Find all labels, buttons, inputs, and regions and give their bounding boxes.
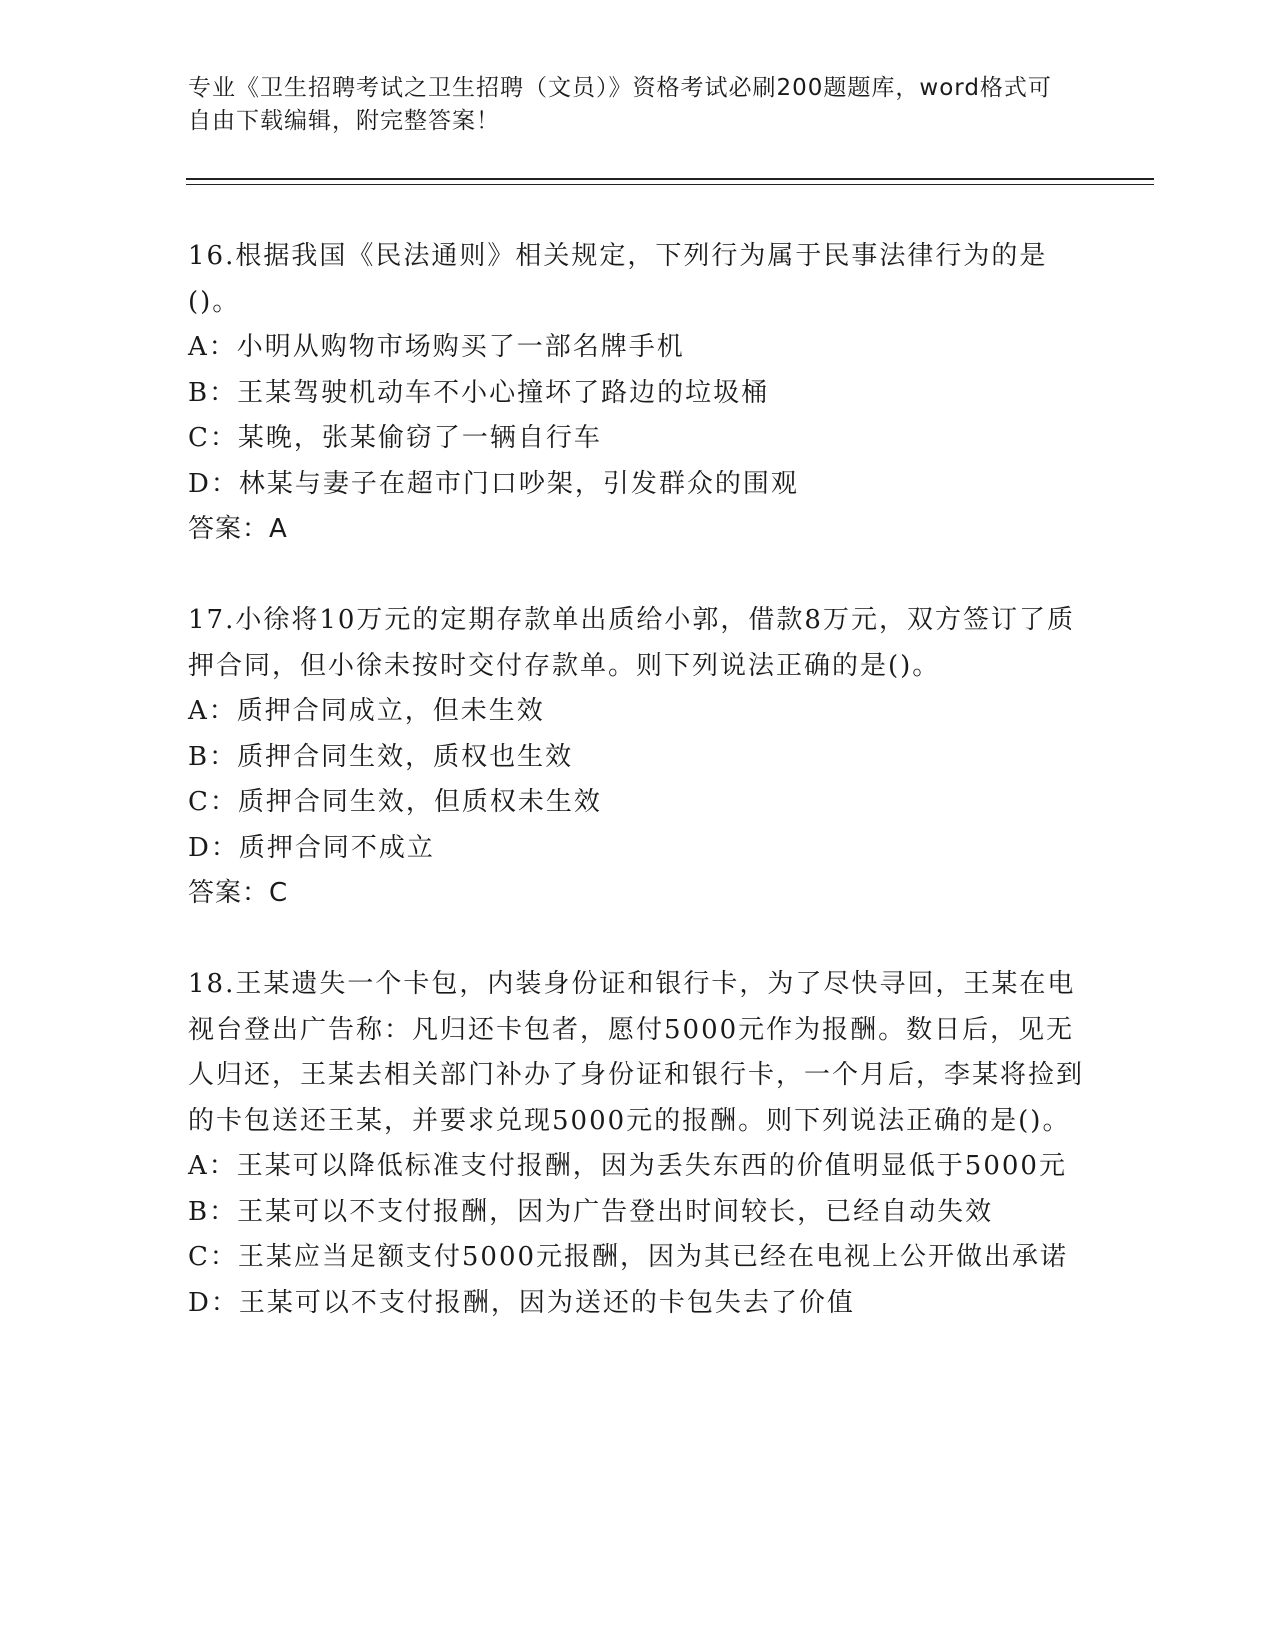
answer-label: 答案：C	[188, 878, 289, 908]
option-d: D：质押合同不成立	[188, 832, 435, 863]
option-c: C：质押合同生效，但质权未生效	[188, 787, 602, 817]
question-17	[188, 598, 1088, 916]
option-a: A：小明从购物市场购买了一部名牌手机	[188, 332, 685, 362]
question-16	[188, 234, 1088, 552]
question-text: 17.小徐将10万元的定期存款单出质给小郭，借款8万元，双方签订了质押合同，但小徐未按时交付存款单。则下列说法正确的是()。	[188, 605, 1075, 681]
question-18	[188, 962, 1088, 1326]
option-a: A：质押合同成立，但未生效	[188, 696, 545, 726]
option-b: B：质押合同生效，质权也生效	[188, 741, 574, 772]
option-c: C：王某应当足额支付5000元报酬，因为其已经在电视上公开做出承诺	[188, 1242, 1069, 1272]
question-text: 16.根据我国《民法通则》相关规定，下列行为属于民事法律行为的是()。	[188, 241, 1048, 317]
header-divider-thin	[186, 184, 1154, 185]
option-c: C：某晚，张某偷窃了一辆自行车	[188, 423, 602, 453]
question-list	[188, 234, 1088, 1372]
option-d: D：王某可以不支付报酬，因为送还的卡包失去了价值	[188, 1287, 855, 1318]
option-b: B：王某可以不支付报酬，因为广告登出时间较长，已经自动失效	[188, 1196, 994, 1227]
answer-label: 答案：A	[188, 514, 288, 544]
document-header	[188, 72, 1068, 138]
option-a: A：王某可以降低标准支付报酬，因为丢失东西的价值明显低于5000元	[188, 1151, 1067, 1181]
header-divider	[186, 178, 1154, 180]
option-b: B：王某驾驶机动车不小心撞坏了路边的垃圾桶	[188, 377, 770, 408]
header-text: 专业《卫生招聘考试之卫生招聘（文员）》资格考试必刷200题题库，word格式可自由下载编辑，附完整答案！	[188, 75, 1052, 134]
option-d: D：林某与妻子在超市门口吵架，引发群众的围观	[188, 468, 799, 499]
question-text: 18.王某遗失一个卡包，内装身份证和银行卡，为了尽快寻回，王某在电视台登出广告称：凡归还卡包者，愿付5000元作为报酬。数日后，见无人归还，王某去相关部门补办了身份证和银行卡，一个月后，李某将捡到的卡包送还王某，并要求兑现5000元的报酬。则下列说法正确的是()。	[188, 969, 1085, 1136]
